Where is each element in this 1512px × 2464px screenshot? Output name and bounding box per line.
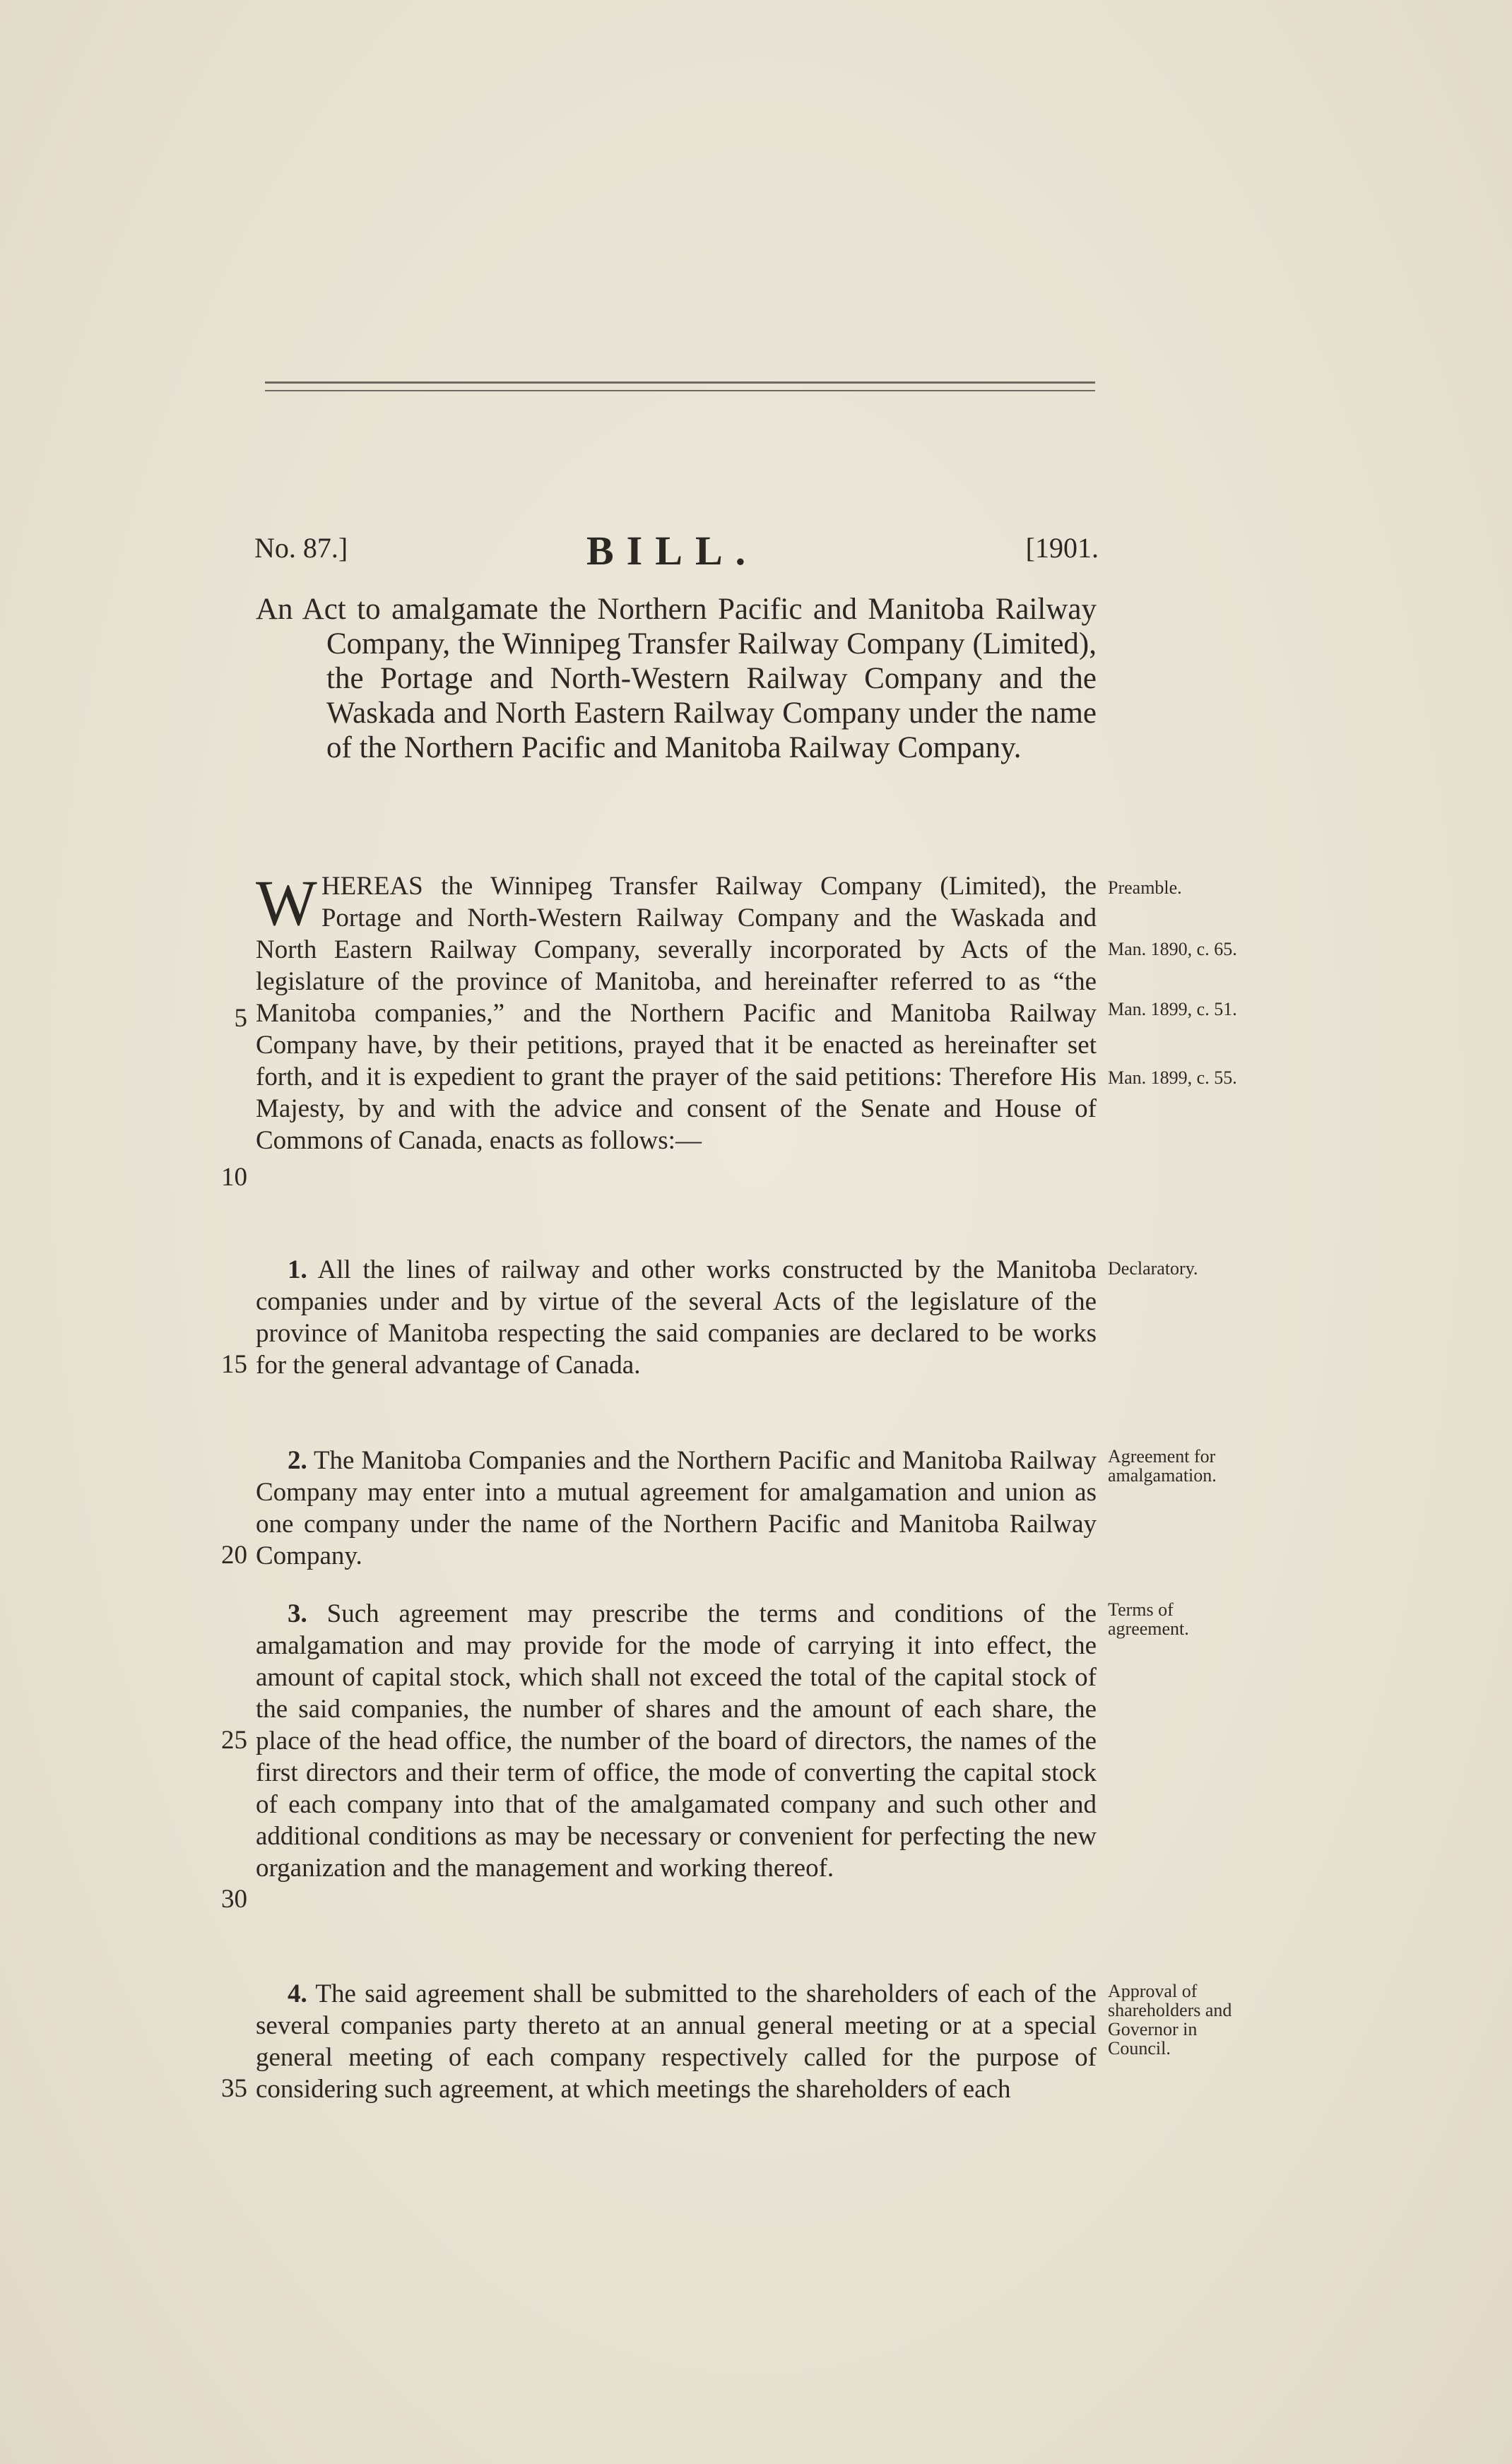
bill-number: No. 87.] — [254, 532, 348, 564]
margin-note-act: Man. 1899, c. 55. — [1108, 1067, 1237, 1088]
section-text: The said agreement shall be submitted to the shareholders of each of the several companies party thereto at an annual general meeting or at a special general meeting of each company respectively called for the purpose of considering such agreement, at which meetings the shareholders of each — [256, 1979, 1097, 2104]
section-number: 3. — [288, 1599, 307, 1628]
margin-note-act: Man. 1899, c. 51. — [1108, 999, 1237, 1019]
preamble-dropcap: W — [256, 867, 317, 939]
line-number: 5 — [234, 1004, 247, 1033]
margin-note-terms: Terms of agreement. — [1108, 1599, 1189, 1639]
bill-header — [254, 528, 1099, 574]
margin-note-act: Man. 1890, c. 65. — [1108, 939, 1237, 959]
section-4 — [256, 1978, 1097, 2105]
line-number: 25 — [221, 1726, 247, 1755]
margin-note-declaratory: Declaratory. — [1108, 1258, 1198, 1279]
preamble — [256, 867, 1097, 1156]
line-number: 35 — [221, 2074, 247, 2103]
bill-year: [1901. — [1025, 532, 1099, 564]
section-2 — [256, 1445, 1097, 1572]
section-3 — [256, 1598, 1097, 1884]
preamble-text: HEREAS the Winnipeg Transfer Railway Company (Limited), the Portage and North-Western Railway Company and the Waskada and North Eastern Railway Company, severally incorporated by Acts of the legislature of the province of Manitoba, and hereinafter referred to as “the Manitoba companies,” and the Northern Pacific and Manitoba Railway Company have, by their petitions, prayed that it be enacted as hereinafter set forth, and it is expedient to grant the prayer of the said petitions: Therefore His Majesty, by and with the advice and consent of the Senate and House of Commons of Canada, enacts as follows:— — [256, 872, 1097, 1155]
top-rule-thin — [265, 390, 1095, 391]
margin-note-agreement: Agreement for amalgamation. — [1108, 1446, 1217, 1486]
section-text: The Manitoba Companies and the Northern Pacific and Manitoba Railway Company may enter into a mutual agreement for amalgamation and union as one company under the name of the Northern Pacific and Manitoba Railway Company. — [256, 1446, 1097, 1570]
section-number: 2. — [288, 1446, 307, 1475]
margin-note-preamble: Preamble. — [1108, 877, 1182, 898]
top-rule — [265, 381, 1095, 384]
section-text: Such agreement may prescribe the terms and conditions of the amalgamation and may provide for the mode of carrying it into effect, the amount of capital stock, which shall not exceed the total of the capital stock of the said companies, the number of shares and the amount of each share, the place of the head office, the number of the board of directors, the names of the first directors and their term of office, the mode of converting the capital stock of each company into that of the amalgamated company and such other and additional conditions as may be necessary or convenient for perfecting the new organization and the management and working thereof. — [256, 1599, 1097, 1883]
margin-note-approval: Approval of shareholders and Governor in Council. — [1108, 1981, 1232, 2059]
line-number: 15 — [221, 1350, 247, 1379]
section-1 — [256, 1254, 1097, 1381]
section-number: 1. — [288, 1255, 307, 1284]
section-text: All the lines of railway and other works constructed by the Manitoba companies under and by virtue of the several Acts of the legislature of the province of Manitoba respecting the said companies are declared to be works for the general advantage of Canada. — [256, 1255, 1097, 1380]
section-number: 4. — [288, 1979, 307, 2008]
line-number: 10 — [221, 1163, 247, 1192]
long-title: An Act to amalgamate the Northern Pacific and Manitoba Railway Company, the Winnipeg Transfer Railway Company (Limited), the Portage and North-Western Railway Company and the Waskada and North Eastern Railway Company under the name of the Northern Pacific and Manitoba Railway Company. — [256, 593, 1097, 764]
line-number: 30 — [221, 1885, 247, 1914]
line-number: 20 — [221, 1541, 247, 1570]
bill-title: BILL. — [586, 528, 759, 574]
